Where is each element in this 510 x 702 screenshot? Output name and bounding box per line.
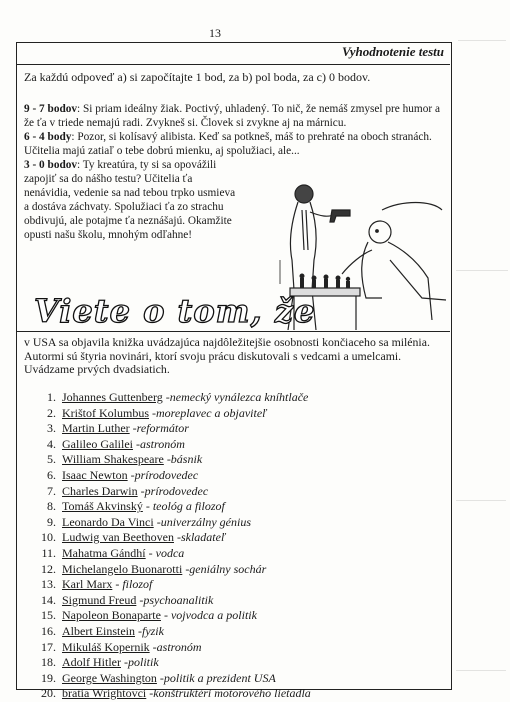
result-high-range: 9 - 7 bodov [24, 103, 78, 115]
person-description: -reformátor [132, 421, 189, 436]
result-mid [24, 130, 444, 158]
list-number: 1. [47, 390, 56, 404]
header-divider [16, 64, 450, 65]
person-description: - vodca [148, 545, 185, 560]
person-description: -politik a prezident USA [159, 670, 276, 685]
person-description: -psychoanalitik [139, 592, 214, 607]
list-item [30, 406, 311, 422]
person-name: William Shakespeare [62, 452, 164, 467]
list-number: 10. [41, 530, 56, 545]
person-description: -astronóm [152, 639, 202, 654]
person-description: - vojvodca a politik [163, 608, 257, 623]
person-description: - filozof [115, 577, 153, 592]
person-description: -prírodovedec [130, 467, 199, 482]
person-description: -konštruktéri motorového lietadla [149, 686, 311, 701]
list-number: 18. [41, 655, 56, 670]
list-item [30, 593, 311, 609]
list-number: 14. [41, 592, 56, 607]
person-name: Ludwig van Beethoven [62, 530, 174, 545]
list-number: 13. [41, 577, 56, 592]
person-description: -básnik [166, 452, 203, 467]
list-item [30, 421, 311, 437]
person-name: Michelangelo Buonarotti [62, 561, 183, 576]
person-description: -geniálny sochár [185, 561, 267, 576]
list-item [30, 499, 311, 515]
did-you-know-text: v USA sa objavila knižka uvádzajúca najdôležitejšie osobnosti končiaceho sa milénia. Autormi sú štyria novinári, ktorí svoju prácu diskutovali s vedcami a umelcami. Uvádzame prvých dvadsiatich. [24, 335, 430, 376]
list-item [30, 452, 311, 468]
list-item [30, 671, 311, 687]
person-name: Karl Marx [62, 577, 113, 592]
list-item [30, 484, 311, 500]
list-item [30, 686, 311, 702]
list-item [30, 562, 311, 578]
list-item [30, 640, 311, 656]
person-name: bratia Wrightovci [62, 686, 147, 701]
list-item [30, 437, 311, 453]
person-name: George Washington [62, 670, 157, 685]
person-description: -skladateľ [176, 530, 226, 545]
result-low [24, 158, 239, 242]
person-description: -prírodovedec [140, 483, 209, 498]
list-number: 2. [47, 405, 56, 420]
section-title: Vyhodnotenie testu [342, 44, 444, 59]
person-name: Sigmund Freud [62, 592, 137, 607]
person-name: Mahatma Gándhí [62, 545, 146, 560]
page-number: 13 [209, 26, 221, 40]
list-item [30, 530, 311, 546]
person-description: -fyzik [137, 623, 164, 638]
list-number: 5. [47, 452, 56, 467]
person-description: -moreplavec a objaviteľ [152, 405, 267, 420]
list-number: 7. [47, 483, 56, 498]
person-name: Charles Darwin [62, 483, 138, 498]
result-low-range: 3 - 0 bodov [24, 159, 78, 171]
person-name: Leonardo Da Vinci [62, 514, 154, 529]
result-high [24, 102, 444, 130]
list-number: 3. [47, 421, 56, 436]
list-number: 16. [41, 623, 56, 638]
list-item [30, 624, 311, 640]
list-number: 19. [41, 670, 56, 685]
list-number: 15. [41, 608, 56, 623]
list-item [30, 655, 311, 671]
result-mid-range: 6 - 4 body [24, 131, 72, 143]
scoring-instructions: Za každú odpoveď a) si započítajte 1 bod, za b) pol boda, za c) 0 bodov. [24, 70, 371, 84]
result-low-text: : Ty kreatúra, ty si sa opovážili zapojiť sa do nášho testu? Učitelia ťa nenávidia, vedenie sa nad tebou trpko usmieva a dostáva záchvaty. Spolužiaci ťa zo strachu obdivujú, ale potajme ťa neznášajú. Okamžite opusti našu školu, mnohým odľahne! [24, 159, 236, 241]
famous-people-list [30, 390, 311, 702]
person-description: -astronóm [135, 436, 185, 451]
person-description: - teológ a filozof [145, 499, 225, 514]
list-item [30, 546, 311, 562]
list-item [30, 577, 311, 593]
list-item [30, 390, 311, 406]
person-name: Martin Luther [62, 421, 130, 436]
list-number: 6. [47, 467, 56, 482]
section-divider [16, 331, 450, 332]
list-number: 17. [41, 639, 56, 654]
result-mid-text: : Pozor, si kolísavý alibista. Keď sa potkneš, máš to prehraté na oboch stranách. Učitelia majú zatiaľ o tebe dobrú mienku, aj spolužiaci, ale... [24, 131, 432, 157]
list-item [30, 608, 311, 624]
person-description: -politik [124, 655, 159, 670]
person-name: Galileo Galilei [62, 436, 133, 451]
person-description: -nemecký vynálezca kníhtlače [165, 390, 309, 404]
list-item [30, 515, 311, 531]
person-name: Tomáš Akvinský [62, 499, 143, 514]
person-name: Adolf Hitler [62, 655, 121, 670]
result-high-text: : Si priam ideálny žiak. Poctivý, uhladený. To nič, že nemáš zmysel pre humor a že ťa v triede nemajú radi. Zvykneš si. Človek si zvykne aj na márnicu. [24, 103, 440, 129]
person-name: Mikuláš Kopernik [62, 639, 150, 654]
list-number: 8. [47, 499, 56, 514]
person-name: Johannes Guttenberg [62, 390, 163, 404]
person-name: Isaac Newton [62, 467, 128, 482]
list-number: 20. [41, 686, 56, 701]
list-item [30, 468, 311, 484]
person-name: Albert Einstein [62, 623, 135, 638]
list-number: 4. [47, 436, 56, 451]
person-name: Napoleon Bonaparte [62, 608, 161, 623]
person-name: Krištof Kolumbus [62, 405, 149, 420]
adjacent-page-bleed [452, 30, 510, 690]
person-description: -univerzálny génius [156, 514, 252, 529]
list-number: 11. [41, 545, 56, 560]
list-number: 9. [47, 514, 56, 529]
did-you-know-banner: Viete o tom, že [34, 292, 316, 330]
list-number: 12. [41, 561, 56, 576]
